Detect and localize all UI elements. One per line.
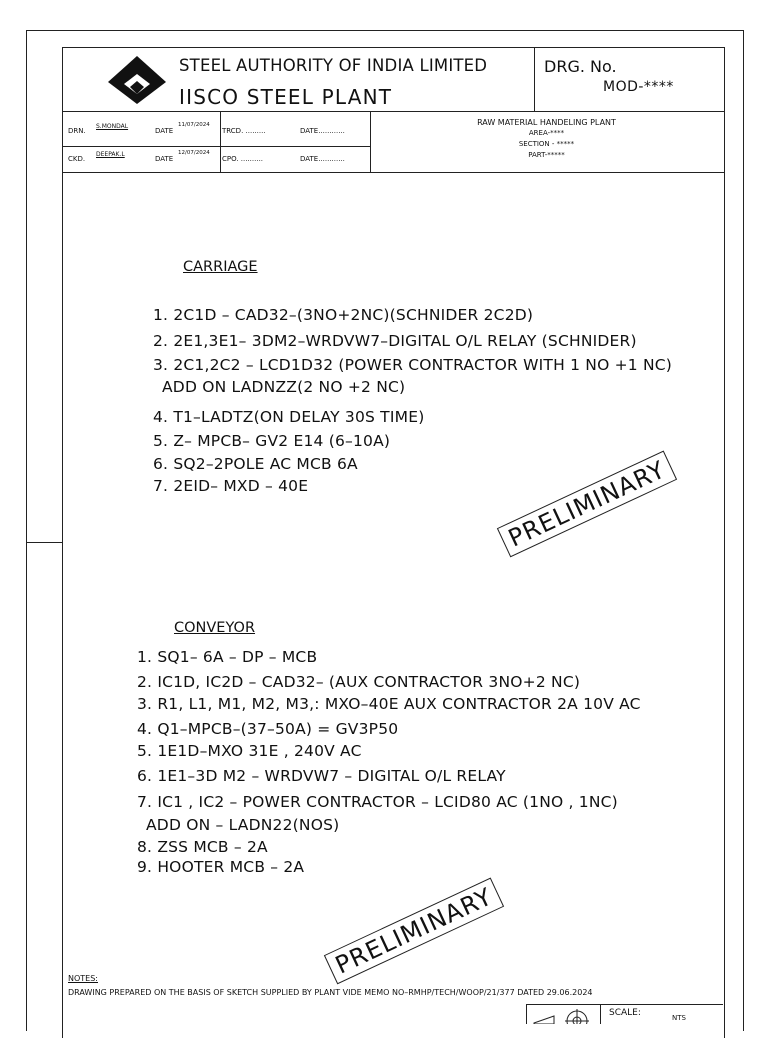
- notes-heading: NOTES:: [68, 974, 98, 983]
- area-line: AREA-****: [528, 129, 565, 137]
- conveyor-heading: CONVEYOR: [174, 620, 256, 636]
- conveyor-item: 9. HOOTER MCB – 2A: [137, 858, 305, 876]
- preliminary-stamp: PRELIMINARY: [324, 878, 504, 985]
- projection-symbol-icon: [530, 1006, 596, 1024]
- header-bottom-line: [62, 172, 724, 173]
- part-line: PART-*****: [528, 151, 565, 159]
- carriage-item: 6. SQ2–2POLE AC MCB 6A: [153, 455, 358, 473]
- sail-logo-icon: [106, 54, 168, 106]
- carriage-item: 4. T1–LADTZ(ON DELAY 30S TIME): [153, 408, 425, 426]
- conveyor-item: 8. ZSS MCB – 2A: [137, 838, 268, 856]
- drn-date: 11/07/2024: [178, 122, 210, 128]
- border-tick: [26, 542, 62, 543]
- signoff-col-divider: [220, 111, 221, 172]
- drg-number-label: DRG. No.: [544, 57, 617, 76]
- cpo-date-label: DATE............: [300, 155, 345, 163]
- drg-box-divider: [534, 47, 535, 111]
- trcd-label: TRCD. .........: [222, 127, 266, 135]
- footer-box-divider: [600, 1004, 601, 1024]
- drn-name: S.MONDAL: [96, 123, 129, 130]
- conveyor-item: 7. IC1 , IC2 – POWER CONTRACTOR – LCID80 AC (1NO , 1NC): [137, 793, 618, 811]
- ckd-date: 12/07/2024: [178, 150, 210, 156]
- conveyor-item: 4. Q1–MPCB–(37–50A) = GV3P50: [137, 720, 399, 738]
- carriage-heading: CARRIAGE: [183, 259, 258, 275]
- conveyor-item: 1. SQ1– 6A – DP – MCB: [137, 648, 318, 666]
- cpo-label: CPO. ..........: [222, 155, 264, 163]
- ckd-label: CKD.: [68, 155, 86, 163]
- ckd-name: DEEPAK.L: [96, 151, 125, 158]
- carriage-item: 1. 2C1D – CAD32–(3NO+2NC)(SCHNIDER 2C2D): [153, 306, 534, 324]
- trcd-date-label: DATE............: [300, 127, 345, 135]
- footer-box-left: [526, 1004, 527, 1024]
- carriage-item: 7. 2EID– MXD – 40E: [153, 477, 309, 495]
- carriage-item: 2. 2E1,3E1– 3DM2–WRDVW7–DIGITAL O/L RELAY (SCHNIDER): [153, 332, 637, 350]
- footer-box-top: [526, 1004, 723, 1005]
- carriage-item: 3. 2C1,2C2 – LCD1D32 (POWER CONTRACTOR WITH 1 NO +1 NC): [153, 356, 673, 374]
- carriage-item: ADD ON LADNZZ(2 NO +2 NC): [162, 378, 406, 396]
- conveyor-item: 5. 1E1D–MXO 31E , 240V AC: [137, 742, 362, 760]
- notes-text: DRAWING PREPARED ON THE BASIS OF SKETCH SUPPLIED BY PLANT VIDE MEMO NO–RMHP/TECH/WOOP/21/377 DATED 29.06.2024: [68, 988, 593, 997]
- conveyor-item: 2. IC1D, IC2D – CAD32– (AUX CONTRACTOR 3NO+2 NC): [137, 673, 581, 691]
- ckd-date-label: DATE: [155, 155, 174, 163]
- carriage-item: 5. Z– MPCB– GV2 E14 (6–10A): [153, 432, 391, 450]
- conveyor-item: ADD ON – LADN22(NOS): [146, 816, 340, 834]
- drn-date-label: DATE: [155, 127, 174, 135]
- header-divider: [62, 111, 724, 112]
- conveyor-item: 3. R1, L1, M1, M2, M3,: MXO–40E AUX CONTRACTOR 2A 10V AC: [137, 695, 641, 713]
- conveyor-item: 6. 1E1–3D M2 – WRDVW7 – DIGITAL O/L RELAY: [137, 767, 506, 785]
- preliminary-stamp: PRELIMINARY: [497, 451, 677, 558]
- signoff-row-divider: [62, 146, 370, 147]
- plant-area-title: RAW MATERIAL HANDELING PLANT: [477, 118, 616, 127]
- section-line: SECTION - *****: [518, 140, 575, 148]
- drg-number: MOD-****: [603, 79, 674, 95]
- scale-value: NTS: [672, 1014, 686, 1022]
- scale-label: SCALE:: [609, 1008, 641, 1018]
- drawing-inner-border: [62, 47, 725, 1038]
- drn-label: DRN.: [68, 127, 86, 135]
- org-name: STEEL AUTHORITY OF INDIA LIMITED: [179, 56, 488, 75]
- plant-name: IISCO STEEL PLANT: [179, 85, 393, 109]
